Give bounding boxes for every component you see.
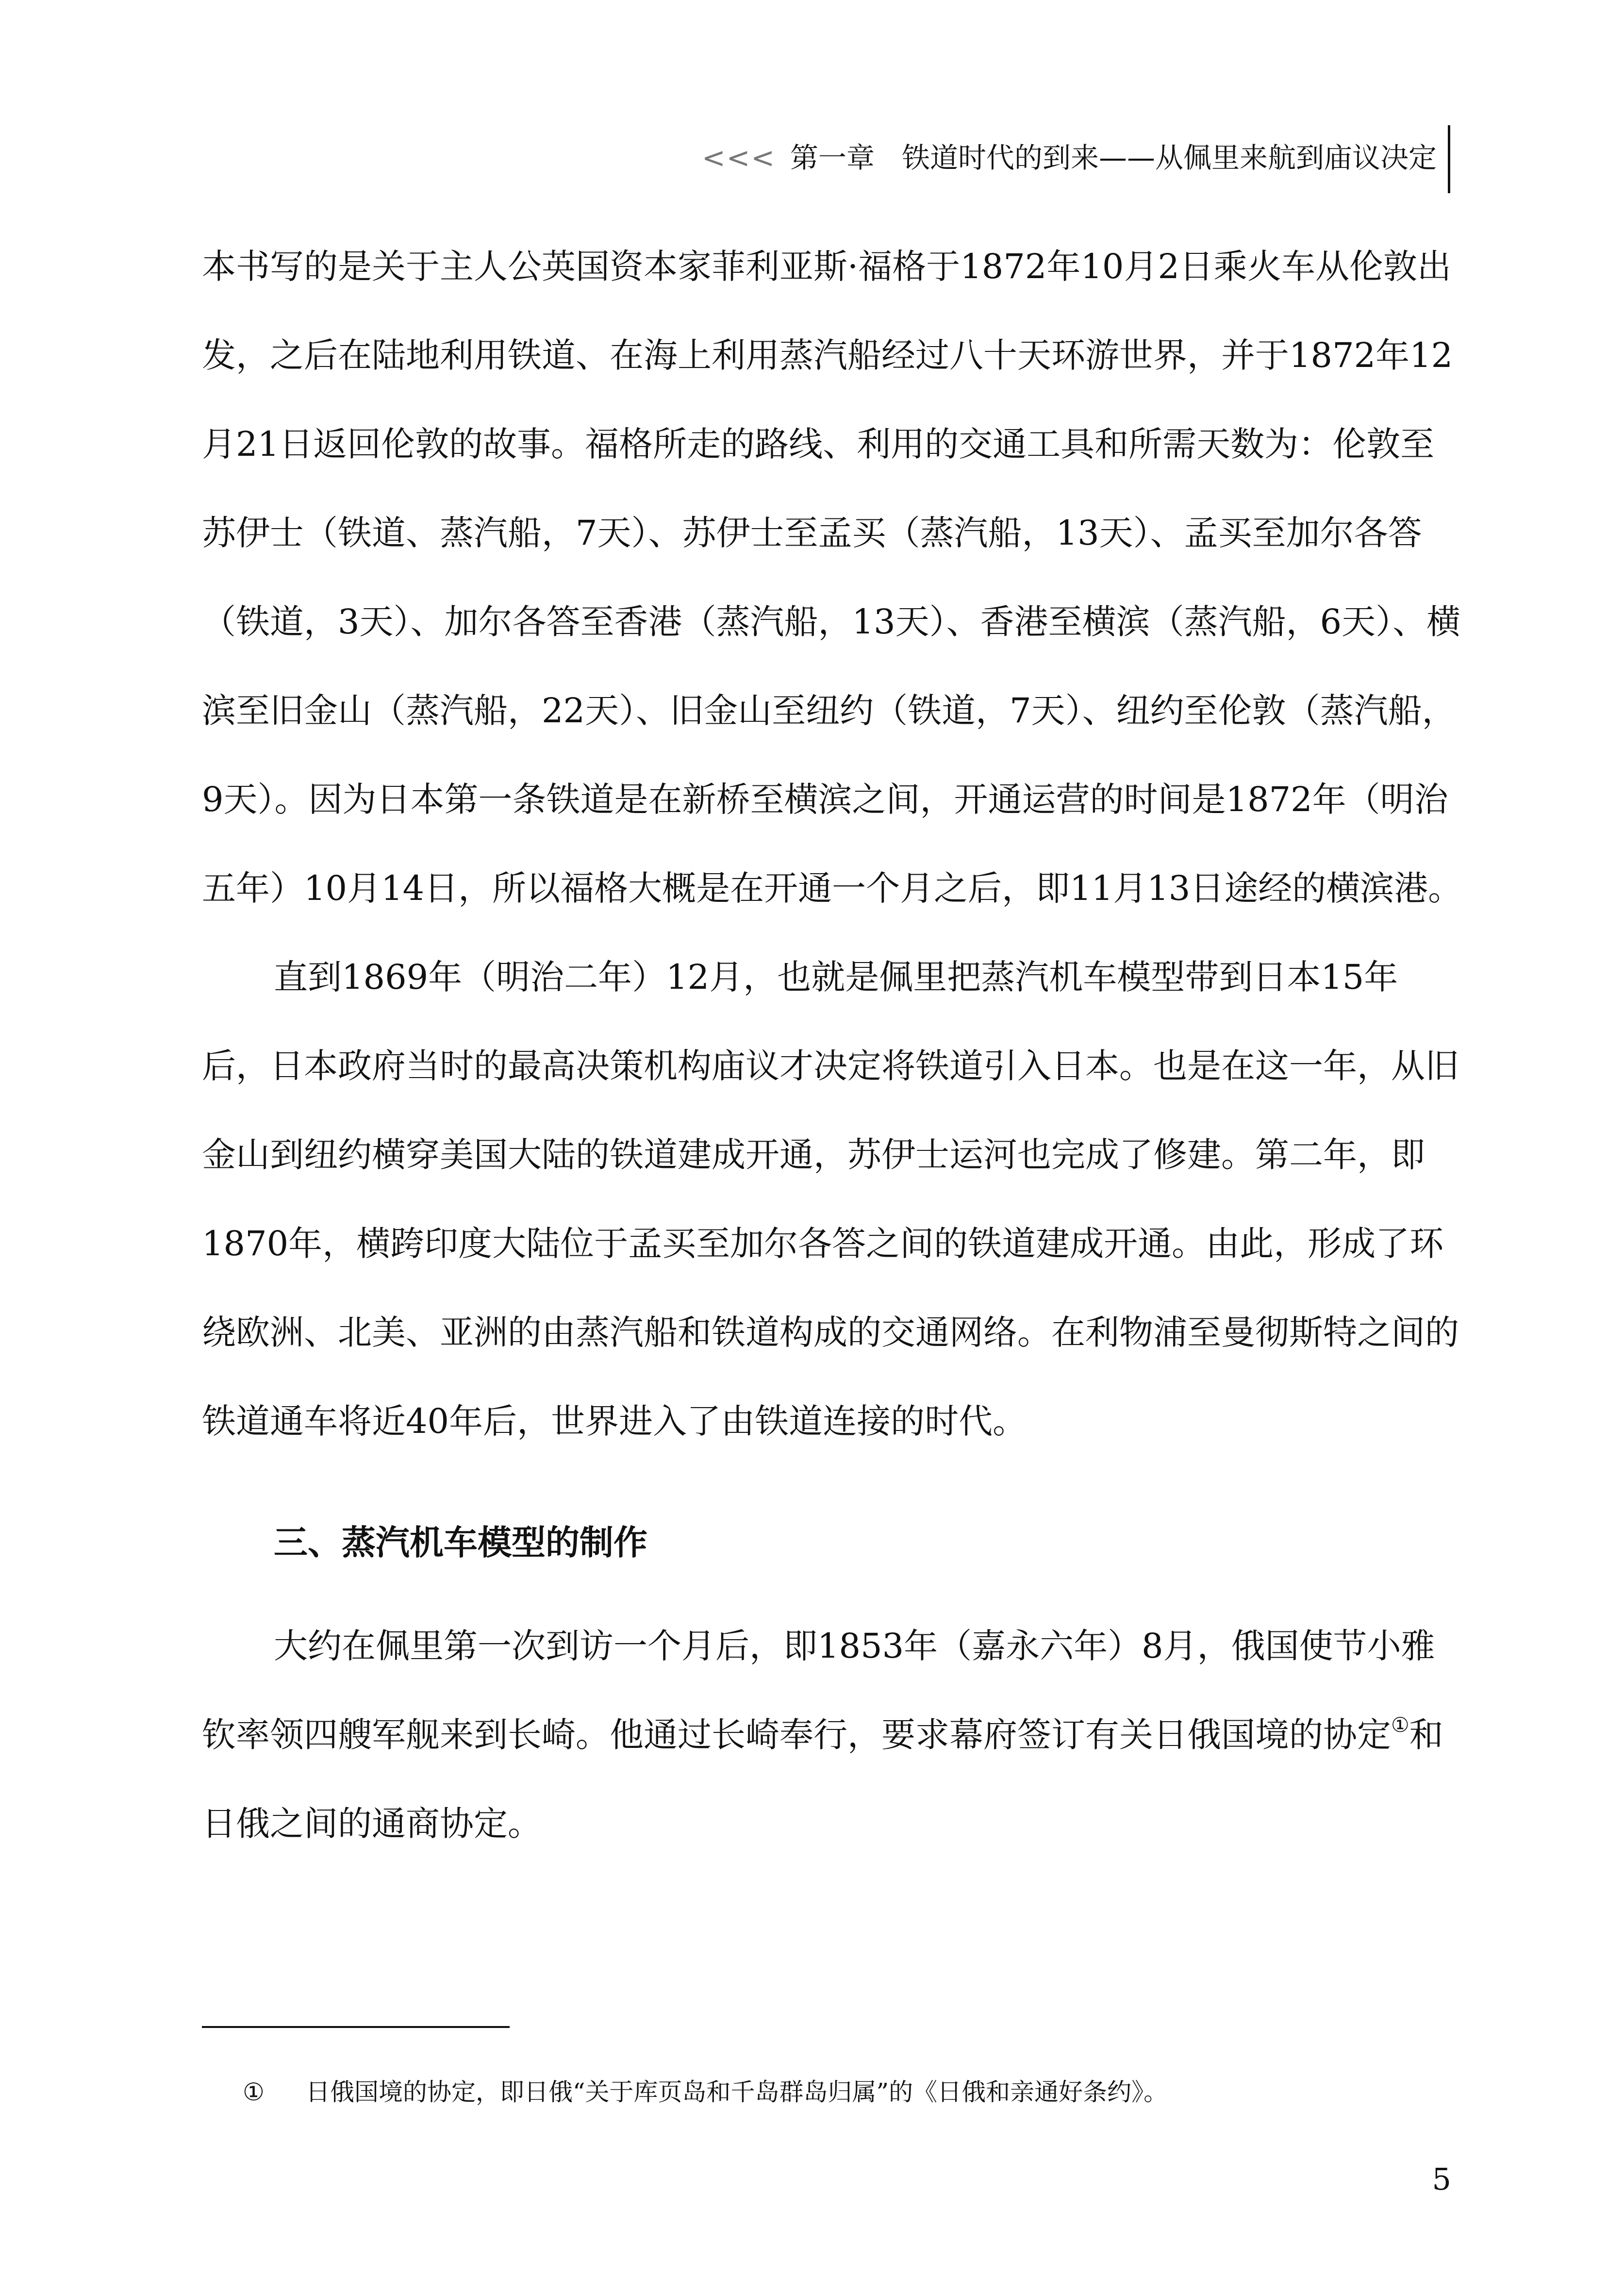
footnote xyxy=(243,2073,1408,2111)
page-number: 5 xyxy=(1432,2161,1451,2197)
footnote-reference[interactable]: ① xyxy=(1391,1713,1409,1737)
running-header xyxy=(616,136,1437,180)
paragraph-3-text-end: 和日俄之间的通商协定。 xyxy=(202,1715,1443,1844)
body-paragraph-2: 直到1869年（明治二年）12月，也就是佩里把蒸汽机车模型带到日本15年后，日本政府当时的最高决策机构庙议才决定将铁道引入日本。也是在这一年，从旧金山到纽约横穿美国大陆的铁道建成开通，苏伊士运河也完成了修建。第二年，即1870年，横跨印度大陆位于孟买至加尔各答之间的铁道建成开通。由此，形成了环绕欧洲、北美、亚洲的由蒸汽船和铁道构成的交通网络。在利物浦至曼彻斯特之间的铁道通车将近40年后，世界进入了由铁道连接的时代。 xyxy=(202,957,1459,1441)
footnote-separator xyxy=(202,2026,510,2028)
footnote-text: 日俄国境的协定，即日俄“关于库页岛和千岛群岛归属”的《日俄和亲通好条约》。 xyxy=(306,2078,1168,2106)
body-paragraph-3 xyxy=(202,1602,1464,1868)
footnote-mark: ① xyxy=(243,2078,265,2106)
header-marker: <<< xyxy=(702,141,776,174)
section-heading: 三、蒸汽机车模型的制作 xyxy=(274,1523,647,1562)
header-chapter-title: 铁道时代的到来——从佩里来航到庙议决定 xyxy=(901,141,1437,174)
body-paragraph-1: 本书写的是关于主人公英国资本家菲利亚斯·福格于1872年10月2日乘火车从伦敦出发，之后在陆地利用铁道、在海上利用蒸汽船经过八十天环游世界，并于1872年12月21日返回伦敦的故事。福格所走的路线、利用的交通工具和所需天数为：伦敦至苏伊士（铁道、蒸汽船，7天）、苏伊士至孟买（蒸汽船，13天）、孟买至加尔各答（铁道，3天）、加尔各答至香港（蒸汽船，13天）、香港至横滨（蒸汽船，6天）、横滨至旧金山（蒸汽船，22天）、旧金山至纽约（铁道，7天）、纽约至伦敦（蒸汽船，9天）。因为日本第一条铁道是在新桥至横滨之间，开通运营的时间是1872年（明治五年）10月14日，所以福格大概是在开通一个月之后，即11月13日途经的横滨港。 xyxy=(202,247,1462,908)
header-chapter-number: 第一章 xyxy=(790,141,875,174)
paragraph-3-text: 大约在佩里第一次到访一个月后，即1853年（嘉永六年）8月，俄国使节小雅钦率领四艘军舰来到长崎。他通过长崎奉行，要求幕府签订有关日俄国境的协定 xyxy=(202,1626,1435,1755)
header-vertical-rule xyxy=(1448,125,1450,193)
